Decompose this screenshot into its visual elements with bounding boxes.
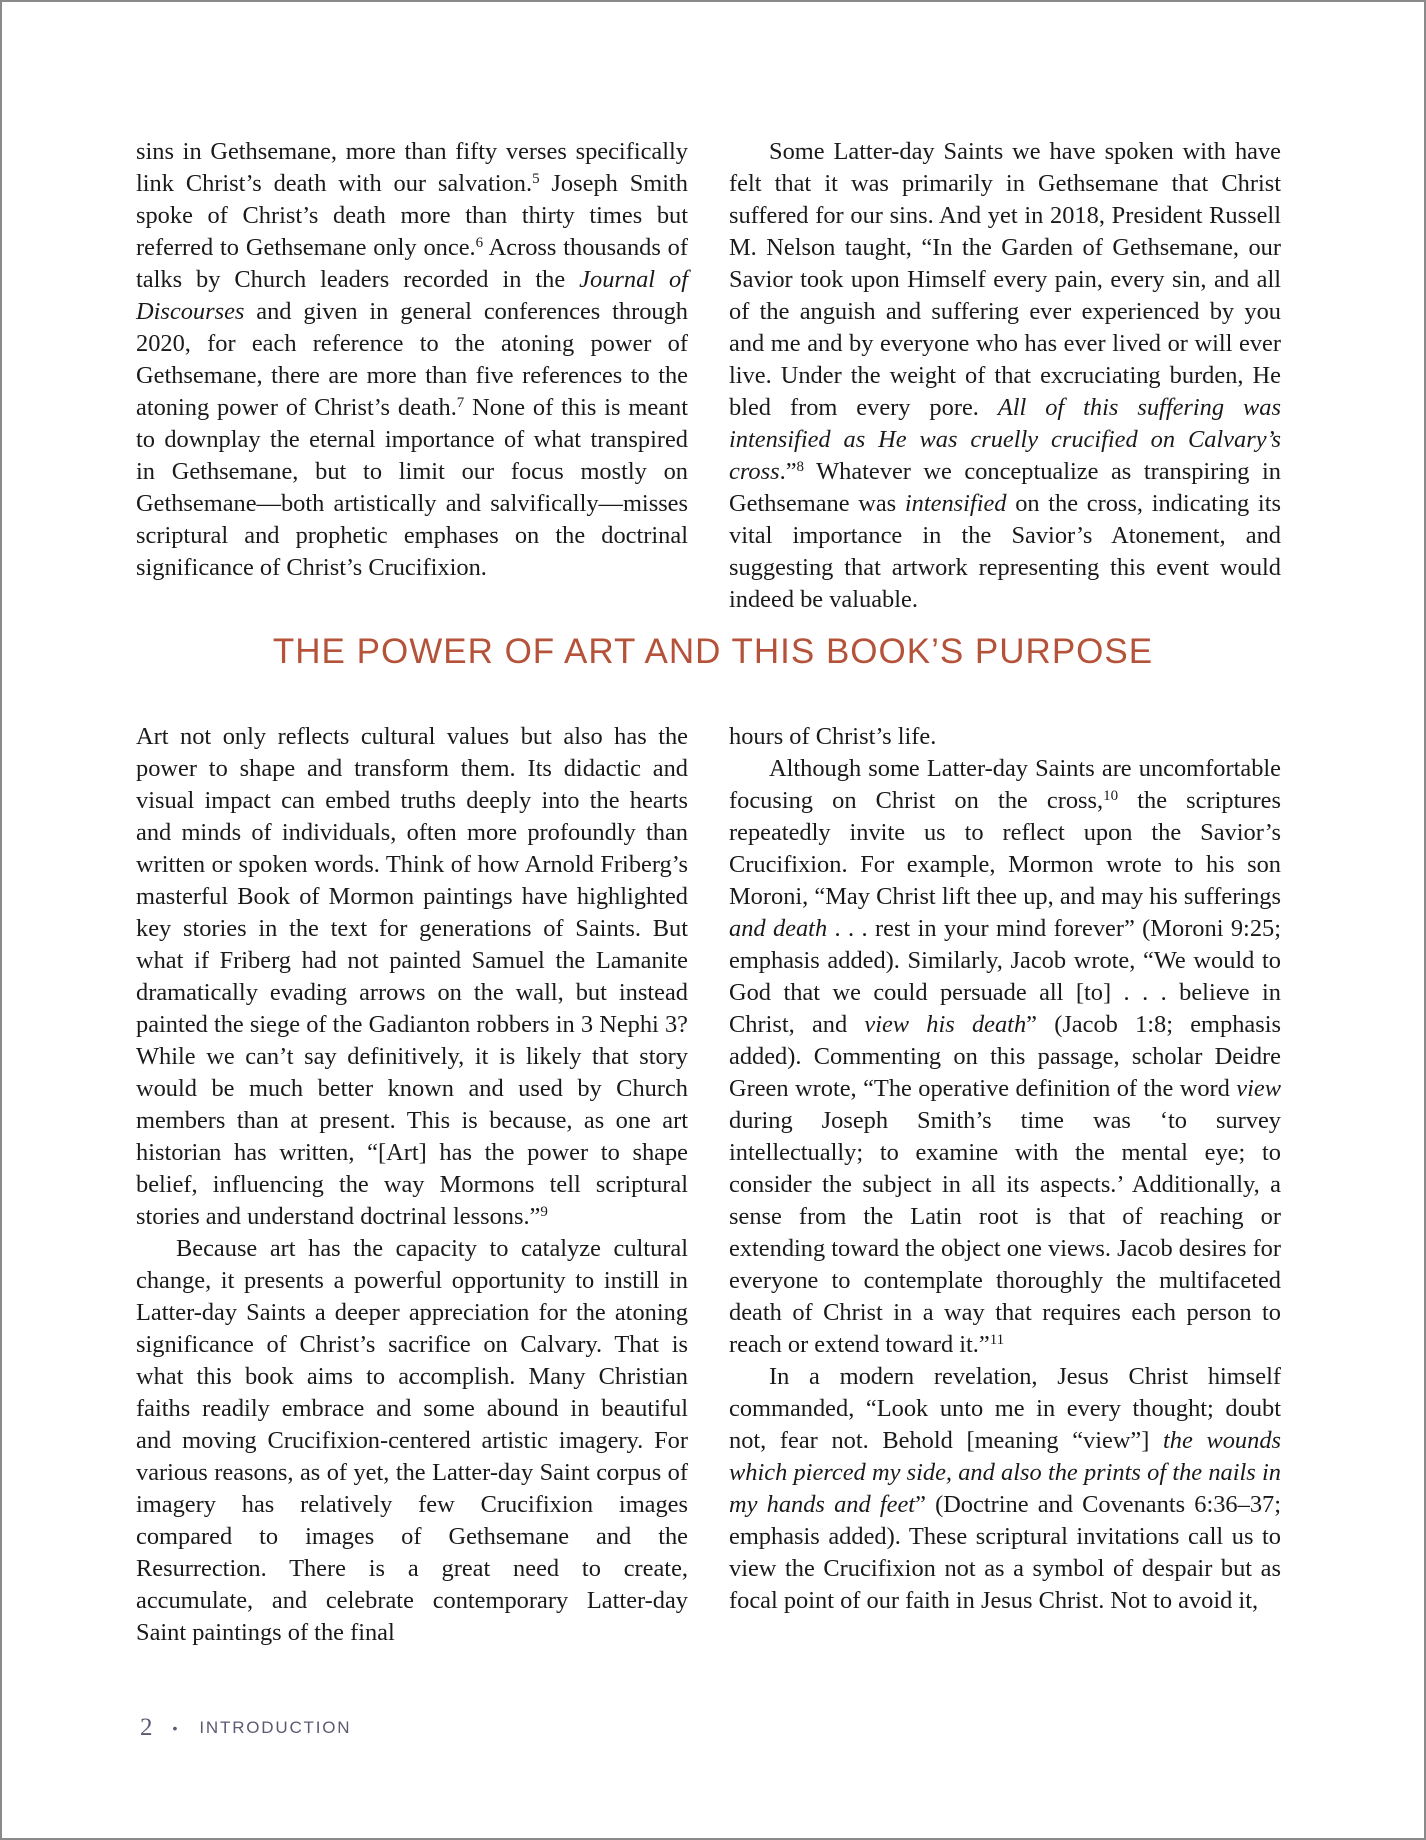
text-run: In a modern revelation, Jesus Christ himself commanded, “Look unto me in every thought; doubt not, fear not. Behold [meaning “view”] — [729, 1363, 1281, 1454]
text-run: during Joseph Smith’s time was ‘to survey intellectually; to examine with the mental eye; to consider the subject in all its aspects.’ Additionally, a sense from the Latin root is that of reaching or extending toward the object one views. Jacob desires for everyone to contemplate thoroughly the multifaceted death of Christ in a way that requires each person to reach or extend toward it.” — [729, 1107, 1282, 1358]
text-run: hours of Christ’s life. — [729, 723, 937, 750]
paragraph-continued — [729, 721, 1281, 753]
page-number: 2 — [140, 1714, 153, 1741]
column-top-right — [729, 136, 1281, 616]
text-run: Although some Latter-day Saints are uncomfortable focusing on Christ on the cross, — [729, 755, 1281, 814]
page-footer — [140, 1714, 351, 1742]
text-run: on the cross, indicating its vital importance in the Savior’s Atonement, and suggesting that artwork representing this event would indeed be valuable. — [729, 490, 1281, 613]
footnote-ref-10: 10 — [1103, 788, 1119, 804]
emphasis-italic: All of this suffering was intensified as He was cruelly crucified on Calvary’s cross — [729, 394, 1281, 485]
text-run: ” (Jacob 1:8; emphasis added). Commenting on this passage, scholar Deidre Green wrote, “The operative definition of the word — [729, 1011, 1281, 1102]
running-section-label: INTRODUCTION — [199, 1718, 352, 1737]
emphasis-italic: and death — [729, 915, 828, 942]
text-run: and given in general conferences through 2020, for each reference to the atoning power of Gethsemane, there are more than five references to the atoning power of Christ’s death. — [136, 298, 688, 421]
footnote-ref-9: 9 — [540, 1204, 548, 1220]
text-run: None of this is meant to downplay the eternal importance of what transpired in Gethsemane, but to limit our focus mostly on Gethsemane—both artistically and salvifically—misses scriptural and prophetic emphases on the doctrinal significance of Christ’s Crucifixion. — [136, 394, 688, 581]
emphasis-italic: the wounds which pierced my side, and also the prints of the nails in my hands and feet — [729, 1427, 1282, 1518]
text-run: Across thousands of talks by Church leaders recorded in the — [136, 234, 688, 293]
footnote-ref-5: 5 — [532, 171, 540, 187]
footnote-ref-11: 11 — [989, 1332, 1005, 1348]
text-run: Whatever we conceptualize as transpiring in Gethsemane was — [729, 458, 1281, 517]
column-top-left — [136, 136, 688, 584]
paragraph — [136, 721, 688, 1233]
text-run: sins in Gethsemane, more than fifty verses specifically link Christ’s death with our salvation. — [136, 138, 688, 197]
text-run: Joseph Smith spoke of Christ’s death more than thirty times but referred to Gethsemane only once. — [136, 170, 688, 261]
text-run: . . . rest in your mind forever” (Moroni 9:25; emphasis added). Similarly, Jacob wrote, “We would to God that we could persuade all [to] . . . believe in Christ, and — [729, 915, 1281, 1038]
text-run: ” (Doctrine and Covenants 6:36–37; emphasis added). These scriptural invitations call us to view the Crucifixion not as a symbol of despair but as focal point of our faith in Jesus Christ. Not to avoid it, — [729, 1491, 1281, 1614]
text-run: Because art has the capacity to catalyze cultural change, it presents a powerful opportunity to instill in Latter-day Saints a deeper appreciation for the atoning significance of Christ’s sacrifice on Calvary. That is what this book aims to accomplish. Many Christian faiths readily embrace and some abound in beautiful and moving Crucifixion-centered artistic imagery. For various reasons, as of yet, the Latter-day Saint corpus of imagery has relatively few Crucifixion images compared to images of Gethsemane and the Resurrection. There is a great need to create, accumulate, and celebrate contemporary Latter-day Saint paintings of the final — [136, 1235, 688, 1646]
paragraph — [729, 1361, 1281, 1617]
footnote-ref-8: 8 — [796, 459, 805, 475]
section-heading: THE POWER OF ART AND THIS BOOK’S PURPOSE — [272, 632, 1154, 671]
paragraph — [136, 1233, 688, 1649]
column-bottom-left — [136, 721, 688, 1649]
text-run: Some Latter-day Saints we have spoken with have felt that it was primarily in Gethsemane that Christ suffered for our sins. And yet in 2018, President Russell M. Nelson taught, “In the Garden of Gethsemane, our Savior took upon Himself every pain, every sin, and all of the anguish and suffering ever experienced by you and me and by everyone who has ever lived or will ever live. Under the weight of that excruciating burden, He bled from every pore. — [729, 138, 1281, 421]
column-bottom-right — [729, 721, 1281, 1617]
footnote-ref-6: 6 — [475, 235, 484, 251]
footer-separator: • — [172, 1720, 178, 1736]
emphasis-italic: view his death — [864, 1011, 1027, 1038]
emphasis-italic: view — [1236, 1075, 1281, 1102]
paragraph — [729, 136, 1281, 616]
text-run: .” — [779, 458, 797, 485]
emphasis-italic: intensified — [904, 490, 1007, 517]
book-title-italic: Journal of Discourses — [136, 266, 688, 325]
text-run: the scriptures repeatedly invite us to reflect upon the Savior’s Crucifixion. For example, Mormon wrote to his son Moroni, “May Christ lift thee up, and may his sufferings — [729, 787, 1281, 910]
paragraph — [136, 136, 688, 584]
paragraph — [729, 753, 1281, 1361]
footnote-ref-7: 7 — [456, 395, 465, 411]
text-run: Art not only reflects cultural values but also has the power to shape and transform them. Its didactic and visual impact can embed truths deeply into the hearts and minds of individuals, often more profoundly than written or spoken words. Think of how Arnold Friberg’s masterful Book of Mormon paintings have highlighted key stories in the text for generations of Saints. But what if Friberg had not painted Samuel the Lamanite dramatically evading arrows on the wall, but instead painted the siege of the Gadianton robbers in 3 Nephi 3? While we can’t say definitively, it is likely that story would be much better known and used by Church members than at present. This is because, as one art historian has written, “[Art] has the power to shape belief, influencing the way Mormons tell scriptural stories and understand doctrinal lessons.” — [136, 723, 688, 1230]
